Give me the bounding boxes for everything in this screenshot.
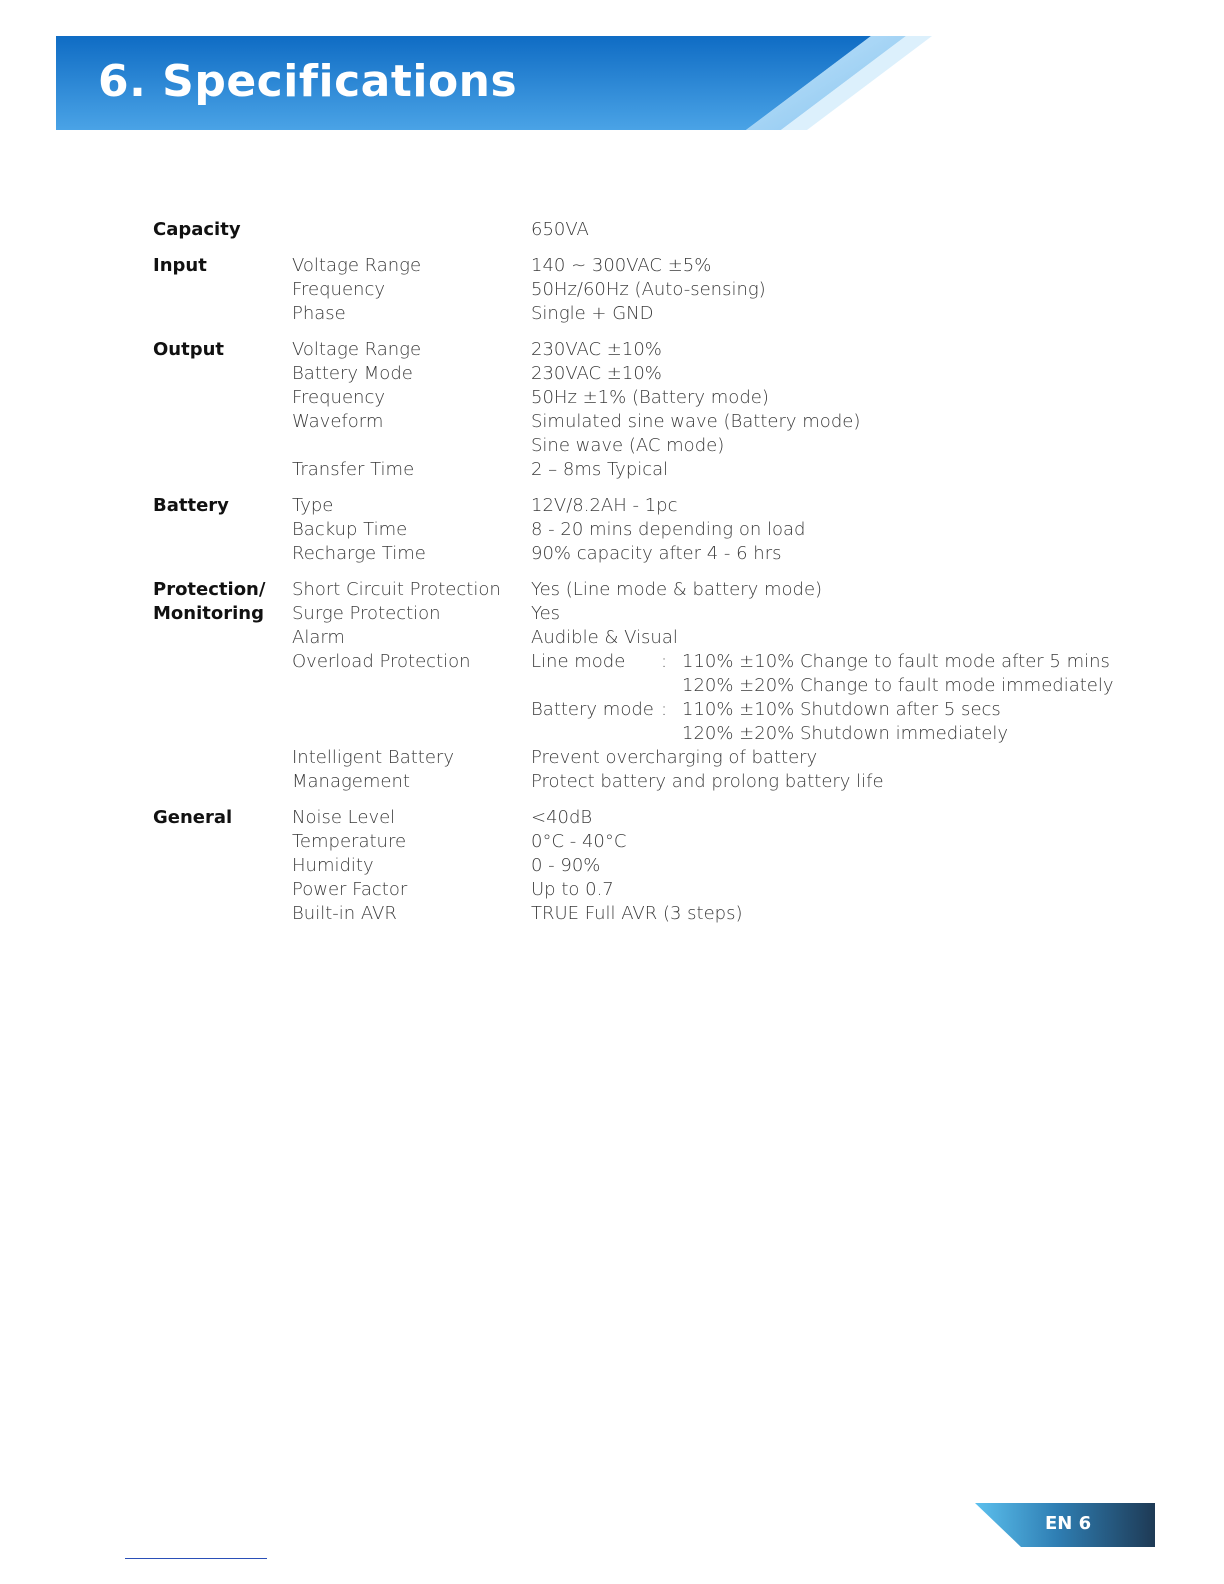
spec-label: Temperature	[292, 831, 407, 852]
spec-row	[153, 410, 1113, 434]
spec-value: Up to 0.7	[531, 879, 614, 900]
spec-label: Built-in AVR	[292, 903, 397, 924]
spec-value: 230VAC ±10%	[531, 363, 662, 384]
spec-mode: Battery mode	[531, 699, 654, 720]
spec-label: Overload Protection	[292, 651, 471, 672]
spec-row	[153, 626, 1113, 650]
spec-row	[153, 878, 1113, 902]
spec-section	[153, 806, 1113, 926]
page-number: EN 6	[1045, 1513, 1092, 1534]
spec-row	[153, 302, 1113, 326]
spec-row	[153, 902, 1113, 926]
spec-row	[153, 650, 1113, 674]
spec-section	[153, 338, 1113, 482]
spec-label: Phase	[292, 303, 346, 324]
spec-value: 140 ~ 300VAC ±5%	[531, 255, 712, 276]
spec-value: 230VAC ±10%	[531, 339, 662, 360]
spec-label: Frequency	[292, 387, 385, 408]
spec-row	[153, 254, 1113, 278]
spec-label: Battery Mode	[292, 363, 413, 384]
page-title: 6. Specifications	[98, 56, 518, 107]
spec-row	[153, 698, 1113, 722]
spec-value: 50Hz/60Hz (Auto-sensing)	[531, 279, 766, 300]
spec-row	[153, 830, 1113, 854]
spec-row	[153, 722, 1113, 746]
spec-row	[153, 674, 1113, 698]
spec-label: Surge Protection	[292, 603, 441, 624]
spec-row	[153, 386, 1113, 410]
spec-section	[153, 494, 1113, 566]
spec-row	[153, 746, 1113, 770]
spec-value: 0 - 90%	[531, 855, 601, 876]
section-title: Output	[153, 339, 225, 360]
spec-value: 90% capacity after 4 - 6 hrs	[531, 543, 782, 564]
page-number-badge	[975, 1503, 1155, 1547]
spec-section	[153, 254, 1113, 326]
spec-row	[153, 338, 1113, 362]
footer-rule	[125, 1558, 267, 1559]
spec-value: 8 - 20 mins depending on load	[531, 519, 806, 540]
spec-section	[153, 218, 1113, 242]
spec-value: TRUE Full AVR (3 steps)	[531, 903, 743, 924]
spec-label: Humidity	[292, 855, 374, 876]
section-title: General	[153, 807, 233, 828]
spec-mode: Line mode	[531, 651, 626, 672]
spec-label: Intelligent Battery	[292, 747, 454, 768]
spec-label: Noise Level	[292, 807, 396, 828]
spec-label: Power Factor	[292, 879, 408, 900]
spec-row	[153, 806, 1113, 830]
spec-row	[153, 854, 1113, 878]
spec-value: Sine wave (AC mode)	[531, 435, 725, 456]
spec-value: 50Hz ±1% (Battery mode)	[531, 387, 769, 408]
spec-label: Alarm	[292, 627, 345, 648]
spec-label: Voltage Range	[292, 255, 422, 276]
spec-label: Transfer Time	[292, 459, 415, 480]
spec-value: 2 – 8ms Typical	[531, 459, 669, 480]
spec-row	[153, 278, 1113, 302]
spec-detail: 120% ±20% Shutdown immediately	[682, 723, 1008, 744]
spec-row	[153, 494, 1113, 518]
spec-row	[153, 434, 1113, 458]
spec-value: <40dB	[531, 807, 593, 828]
section-title: Capacity	[153, 219, 241, 240]
spec-label: Waveform	[292, 411, 384, 432]
spec-colon: :	[661, 699, 668, 720]
spec-value: 12V/8.2AH - 1pc	[531, 495, 678, 516]
spec-label: Frequency	[292, 279, 385, 300]
header-banner	[56, 36, 936, 130]
spec-label: Short Circuit Protection	[292, 579, 501, 600]
spec-row	[153, 362, 1113, 386]
spec-value: Protect battery and prolong battery life	[531, 771, 884, 792]
spec-detail: 110% ±10% Shutdown after 5 secs	[682, 699, 1001, 720]
section-title: Protection/ Monitoring	[153, 579, 266, 624]
spec-label: Voltage Range	[292, 339, 422, 360]
spec-row	[153, 518, 1113, 542]
spec-colon: :	[661, 651, 668, 672]
spec-value: Single + GND	[531, 303, 654, 324]
spec-value: Yes	[531, 603, 561, 624]
spec-row	[153, 458, 1113, 482]
spec-value: Simulated sine wave (Battery mode)	[531, 411, 861, 432]
spec-value: Yes (Line mode & battery mode)	[531, 579, 823, 600]
spec-detail: 120% ±20% Change to fault mode immediately	[682, 675, 1114, 696]
spec-row	[153, 770, 1113, 794]
spec-row	[153, 218, 1113, 242]
spec-label: Recharge Time	[292, 543, 426, 564]
spec-detail: 110% ±10% Change to fault mode after 5 mins	[682, 651, 1110, 672]
spec-label: Type	[292, 495, 334, 516]
spec-value: 650VA	[531, 219, 589, 240]
spec-section	[153, 578, 1113, 794]
spec-value: 0°C - 40°C	[531, 831, 627, 852]
spec-value: Prevent overcharging of battery	[531, 747, 818, 768]
spec-label: Backup Time	[292, 519, 408, 540]
section-title: Input	[153, 255, 207, 276]
spec-value: Audible & Visual	[531, 627, 678, 648]
specifications-table	[153, 218, 1113, 938]
spec-label: Management	[292, 771, 410, 792]
spec-row	[153, 578, 1113, 602]
spec-row	[153, 602, 1113, 626]
section-title: Battery	[153, 495, 229, 516]
spec-row	[153, 542, 1113, 566]
